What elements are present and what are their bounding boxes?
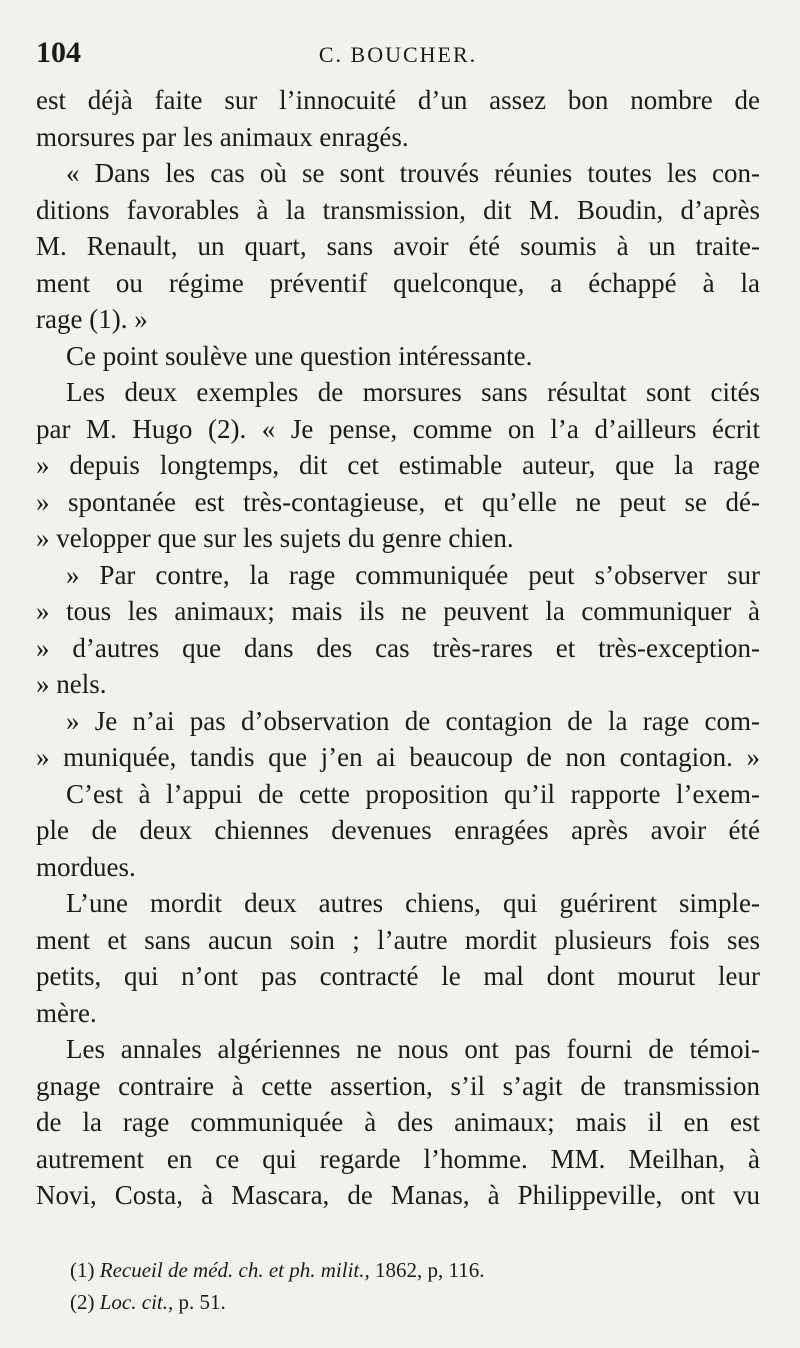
text-line: » Par contre, la rage communiquée peut s’observer sur: [66, 559, 760, 590]
body-text: [36, 82, 760, 1214]
text-line: Les annales algériennes ne nous ont pas fourni de témoi-: [66, 1034, 760, 1064]
footnote-reference: , p. 51.: [168, 1290, 226, 1314]
text-line: Les deux exemples de morsures sans résultat sont cités: [66, 377, 760, 407]
text-line: Novi, Costa, à Mascara, de Manas, à Philippeville, ont vu: [36, 1180, 760, 1210]
text-line: ment ou régime préventif quelconque, a échappé à la: [36, 267, 760, 298]
text-line: L’une mordit deux autres chiens, qui guérirent simple-: [66, 888, 760, 918]
text-line: ment et sans aucun soin ; l’autre mordit plusieurs fois ses: [36, 924, 760, 955]
text-line: » tous les animaux; mais ils ne peuvent la communiquer à: [36, 596, 760, 626]
text-line: « Dans les cas où se sont trouvés réunies toutes les con-: [66, 158, 760, 188]
text-line: » depuis longtemps, dit cet estimable auteur, que la rage: [36, 450, 760, 480]
text-line: » d’autres que dans des cas très-rares et très-exception-: [36, 632, 760, 663]
text-line: rage (1). »: [36, 304, 148, 334]
text-line: » Je n’ai pas d’observation de contagion de la rage com-: [66, 705, 760, 736]
page-number: 104: [36, 36, 81, 69]
text-line: Ce point soulève une question intéressante.: [66, 340, 533, 371]
footnote-marker: (1): [70, 1258, 100, 1282]
footnote: [70, 1286, 760, 1318]
text-line: mordues.: [36, 851, 136, 882]
text-line: ple de deux chiennes devenues enragées après avoir été: [36, 815, 760, 845]
page-header: [36, 36, 760, 76]
text-line: est déjà faite sur l’innocuité d’un assez bon nombre de: [36, 85, 760, 115]
footnote-reference: , 1862, p, 116.: [364, 1258, 485, 1282]
footnote: [70, 1254, 760, 1286]
text-line: » velopper que sur les sujets du genre chien.: [36, 523, 514, 553]
text-line: C’est à l’appui de cette proposition qu’il rapporte l’exem-: [66, 778, 760, 809]
text-line: petits, qui n’ont pas contracté le mal dont mourut leur: [36, 961, 760, 991]
running-head: C. BOUCHER.: [318, 42, 478, 67]
text-line: de la rage communiquée à des animaux; mais il en est: [36, 1107, 760, 1137]
text-line: par M. Hugo (2). « Je pense, comme on l’a d’ailleurs écrit: [36, 413, 760, 444]
text-line: gnage contraire à cette assertion, s’il s’agit de transmission: [36, 1070, 760, 1101]
text-line: autrement en ce qui regarde l’homme. MM. Meilhan, à: [36, 1143, 760, 1174]
text-line: morsures par les animaux enragés.: [36, 121, 409, 152]
text-line: » nels.: [36, 669, 107, 699]
text-line: mère.: [36, 997, 97, 1028]
footnote-title: Recueil de méd. ch. et ph. milit.: [99, 1258, 365, 1282]
text-line: M. Renault, un quart, sans avoir été soumis à un traite-: [36, 231, 760, 261]
footnote-title: Loc. cit.: [99, 1290, 168, 1314]
footnotes: [70, 1254, 760, 1318]
footnote-marker: (2): [70, 1290, 100, 1314]
text-line: » muniquée, tandis que j’en ai beaucoup de non contagion. »: [36, 742, 760, 772]
text-line: ditions favorables à la transmission, dit M. Boudin, d’après: [36, 194, 760, 225]
text-line: » spontanée est très-contagieuse, et qu’elle ne peut se dé-: [36, 486, 760, 517]
